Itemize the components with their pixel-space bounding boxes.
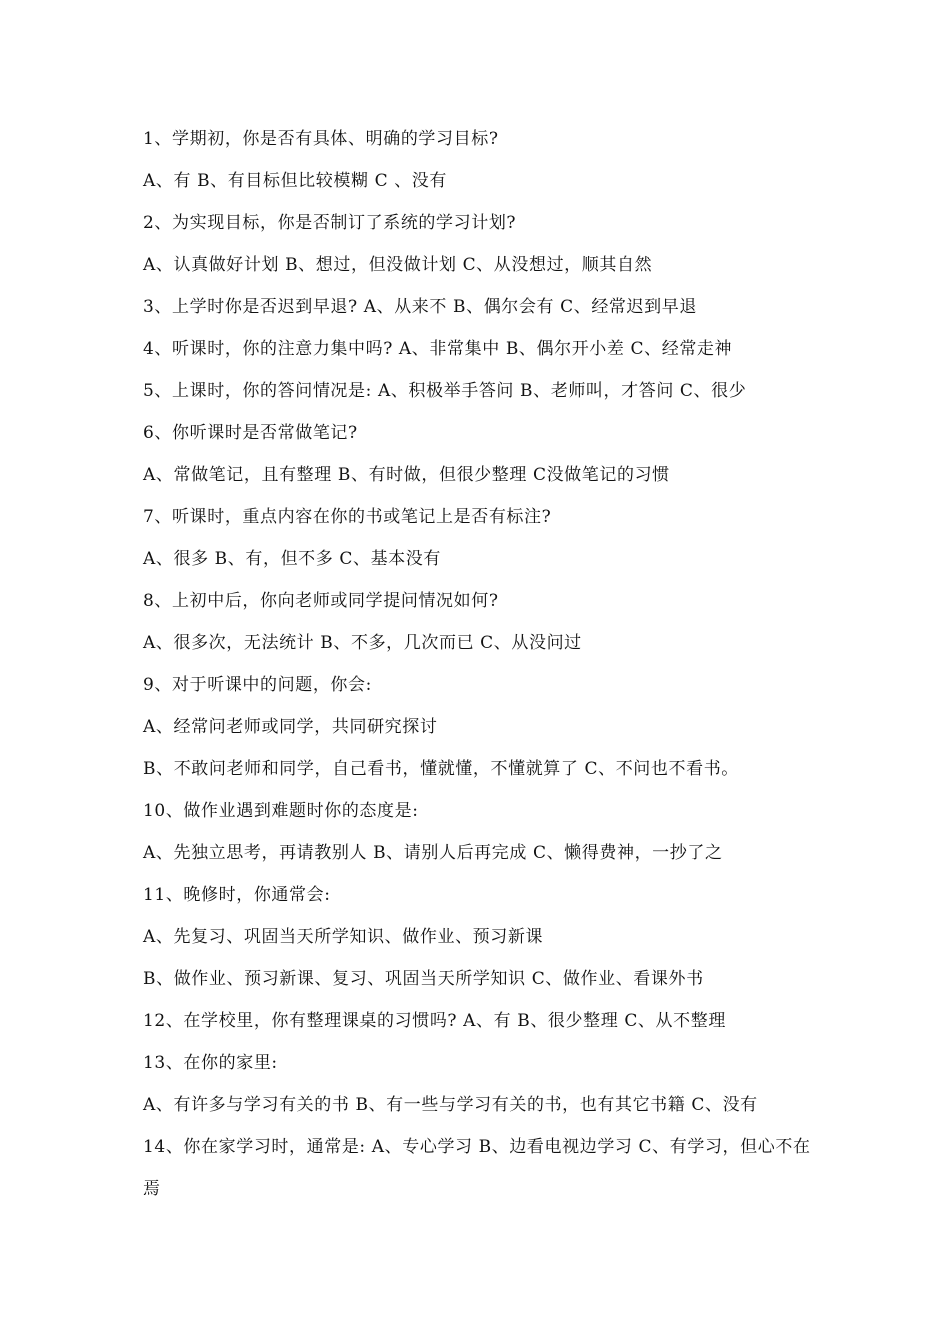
text-line: A、很多次，无法统计 B、不多，几次而已 C、从没问过 [143,633,582,653]
text-line: 焉 [143,1179,161,1199]
questionnaire-body [143,118,813,1210]
text-line: 13、在你的家里: [143,1053,278,1073]
text-line: 4、听课时，你的注意力集中吗? A、非常集中 B、偶尔开小差 C、经常走神 [143,339,733,359]
text-line: 3、上学时你是否迟到早退? A、从来不 B、偶尔会有 C、经常迟到早退 [143,297,697,317]
text-line: 7、听课时，重点内容在你的书或笔记上是否有标注? [143,507,552,527]
text-line: 5、上课时，你的答问情况是: A、积极举手答问 B、老师叫，才答问 C、很少 [143,381,747,401]
text-line: 1、学期初，你是否有具体、明确的学习目标? [143,129,499,149]
text-line: A、经常问老师或同学，共同研究探讨 [143,717,438,737]
text-line: A、常做笔记，且有整理 B、有时做，但很少整理 C没做笔记的习惯 [143,465,670,485]
text-line: 11、晚修时，你通常会: [143,885,331,905]
text-line: 14、你在家学习时，通常是: A、专心学习 B、边看电视边学习 C、有学习，但心不在 [143,1137,811,1157]
text-line: 12、在学校里，你有整理课桌的习惯吗? A、有 B、很少整理 C、从不整理 [143,1011,726,1031]
text-line: A、认真做好计划 B、想过，但没做计划 C、从没想过，顺其自然 [143,255,653,275]
text-line: A、先独立思考，再请教别人 B、请别人后再完成 C、懒得费神，一抄了之 [143,843,723,863]
text-line: B、做作业、预习新课、复习、巩固当天所学知识 C、做作业、看课外书 [143,969,704,989]
text-line: 6、你听课时是否常做笔记? [143,423,358,443]
text-line: A、很多 B、有，但不多 C、基本没有 [143,549,441,569]
text-line: A、有许多与学习有关的书 B、有一些与学习有关的书，也有其它书籍 C、没有 [143,1095,758,1115]
text-line: A、先复习、巩固当天所学知识、做作业、预习新课 [143,927,544,947]
text-line: 10、做作业遇到难题时你的态度是: [143,801,419,821]
text-line: B、不敢问老师和同学，自己看书，懂就懂，不懂就算了 C、不问也不看书。 [143,759,739,779]
text-line: 8、上初中后，你向老师或同学提问情况如何? [143,591,499,611]
text-line: A、有 B、有目标但比较模糊 C 、没有 [143,171,447,191]
text-line: 2、为实现目标，你是否制订了系统的学习计划? [143,213,517,233]
text-line: 9、对于听课中的问题，你会: [143,675,372,695]
